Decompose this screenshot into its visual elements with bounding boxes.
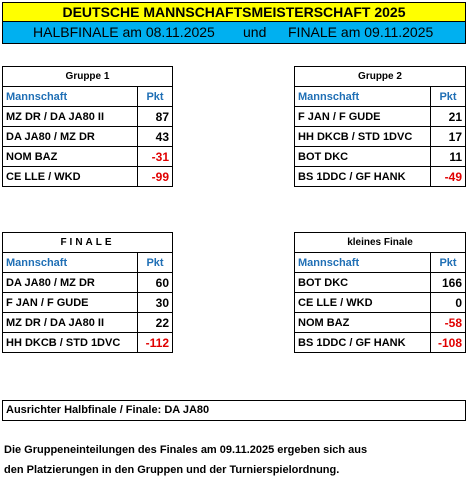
footnote-line-2: den Platzierungen in den Gruppen und der Turnierspielordnung. [4, 464, 340, 476]
team-name: HH DKCB / STD 1DVC [295, 127, 431, 147]
table-row [3, 107, 173, 127]
column-header-points: Pkt [431, 253, 466, 273]
team-points: 43 [138, 127, 173, 147]
team-name: BS 1DDC / GF HANK [295, 333, 431, 353]
team-name: F JAN / F GUDE [3, 293, 138, 313]
table-gruppe-2 [294, 66, 466, 187]
table-row [295, 313, 466, 333]
team-points: 21 [431, 107, 466, 127]
team-name: BOT DKC [295, 273, 431, 293]
column-header-team: Mannschaft [295, 87, 431, 107]
table-row [295, 107, 466, 127]
championship-title: DEUTSCHE MANNSCHAFTSMEISTERSCHAFT 2025 [2, 2, 466, 22]
final-date: FINALE am 09.11.2025 [288, 24, 434, 40]
table-row [3, 147, 173, 167]
table-title: Gruppe 1 [3, 67, 173, 87]
team-points: -112 [138, 333, 173, 353]
team-name: MZ DR / DA JA80 II [3, 313, 138, 333]
team-name: DA JA80 / MZ DR [3, 127, 138, 147]
team-name: NOM BAZ [3, 147, 138, 167]
team-name: BOT DKC [295, 147, 431, 167]
table-row [3, 127, 173, 147]
column-header-team: Mannschaft [3, 87, 138, 107]
team-points: 60 [138, 273, 173, 293]
team-name: CE LLE / WKD [295, 293, 431, 313]
team-name: DA JA80 / MZ DR [3, 273, 138, 293]
team-points: 17 [431, 127, 466, 147]
table-row [295, 147, 466, 167]
team-points: 166 [431, 273, 466, 293]
table-row [3, 313, 173, 333]
table-kleines-finale [294, 232, 466, 353]
dates-banner [2, 22, 466, 44]
team-points: 87 [138, 107, 173, 127]
table-row [3, 273, 173, 293]
table-title: FINALE [3, 233, 173, 253]
column-header-points: Pkt [431, 87, 466, 107]
and-label: und [243, 24, 267, 40]
team-points: -31 [138, 147, 173, 167]
table-row [295, 167, 466, 187]
table-gruppe-1 [2, 66, 173, 187]
team-points: 30 [138, 293, 173, 313]
table-row [3, 333, 173, 353]
team-points: -49 [431, 167, 466, 187]
footnote [4, 440, 464, 480]
team-points: -58 [431, 313, 466, 333]
team-name: HH DKCB / STD 1DVC [3, 333, 138, 353]
team-points: -108 [431, 333, 466, 353]
team-name: BS 1DDC / GF HANK [295, 167, 431, 187]
team-points: 0 [431, 293, 466, 313]
team-name: CE LLE / WKD [3, 167, 138, 187]
table-row [295, 293, 466, 313]
team-name: NOM BAZ [295, 313, 431, 333]
semifinal-date: HALBFINALE am 08.11.2025 [33, 24, 215, 40]
footnote-line-1: Die Gruppeneinteilungen des Finales am 09.11.2025 ergeben sich aus [4, 444, 368, 456]
table-title: Gruppe 2 [295, 67, 466, 87]
column-header-team: Mannschaft [295, 253, 431, 273]
table-row [3, 167, 173, 187]
team-points: 22 [138, 313, 173, 333]
table-row [295, 273, 466, 293]
team-name: F JAN / F GUDE [295, 107, 431, 127]
table-finale [2, 232, 173, 353]
team-points: -99 [138, 167, 173, 187]
table-row [3, 293, 173, 313]
host-info: Ausrichter Halbfinale / Finale: DA JA80 [2, 400, 466, 421]
table-row [295, 333, 466, 353]
team-points: 11 [431, 147, 466, 167]
column-header-team: Mannschaft [3, 253, 138, 273]
column-header-points: Pkt [138, 87, 173, 107]
column-header-points: Pkt [138, 253, 173, 273]
team-name: MZ DR / DA JA80 II [3, 107, 138, 127]
table-title: kleines Finale [295, 233, 466, 253]
table-row [295, 127, 466, 147]
